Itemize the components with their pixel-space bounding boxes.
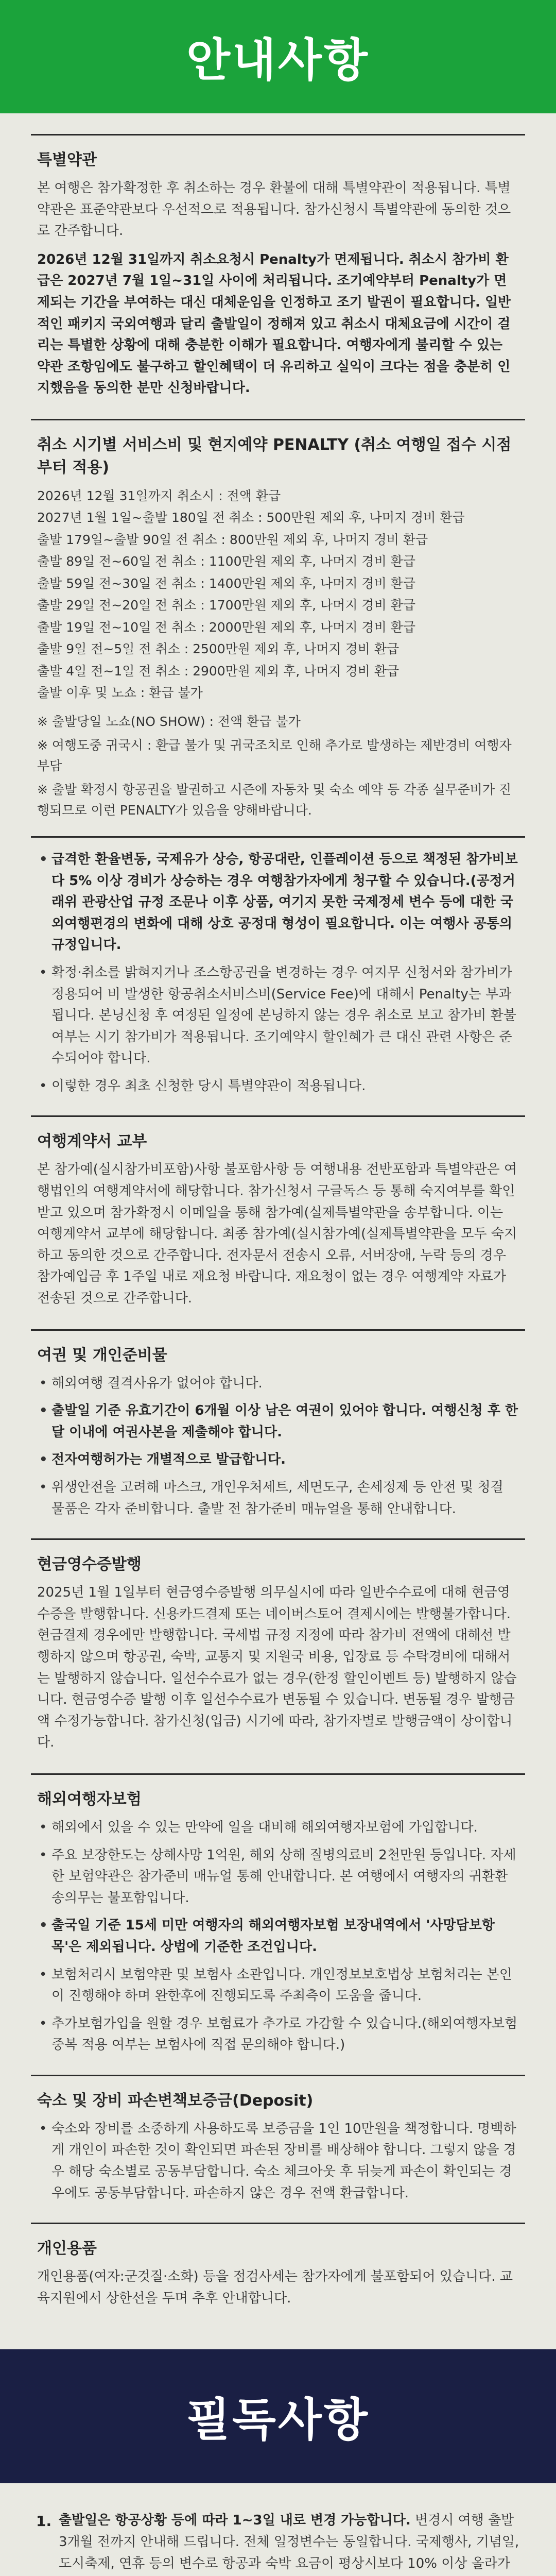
surcharge-section: [31, 836, 525, 1116]
deposit-section: [31, 2075, 525, 2223]
memo-line: ※ 출발당일 노쇼(NO SHOW) : 전액 환급 불가: [37, 714, 301, 729]
bullet-item: • 급격한 환율변동, 국제유가 상승, 항공대란, 인플레이션 등으로 책정된 참가비보다 5% 이상 경비가 상승하는 경우 여행참가자에게 청구할 수 있습니다.(공정거래위 관광산업 규정 조문나 이후 상품, 여기지 못한 국제정세 변수 등에 대한 국외여행편경의 변화에 대해 상호 공정대 형성이 필요합니다. 이는 여행사 공통의 규정입니다.: [37, 849, 519, 956]
penalty-memos: [37, 711, 519, 821]
section-paragraph: 2025년 1월 1일부터 현금영수증발행 의무실시에 따라 일반수수료에 대해 현금영수증을 발행합니다. 신용카드결제 또는 네이버스토어 결제시에는 발행불가합니다. 현금결제 경우에만 발행합니다. 국세법 규정 지정에 따라 참가비 전액에 대해선 발행하지 않으며 항공권, 숙박, 교통지 및 지원국 비용, 입장료 등 수탁경비에 대해서는 발행하지 않습니다. 일선수수료가 없는 경우(한정 할인이벤트 등) 발행하지 않습니다. 현금영수증 발행 이후 일선수수료가 변동될 수 있습니다. 변동될 경우 발행금액 수정가능합니다. 참가신청(입금) 시기에 따라, 참가자별로 발행금액이 상이합니다.: [37, 1585, 517, 1751]
penalty-list: [37, 485, 519, 704]
special-terms-section: [31, 134, 525, 419]
bullet-item: • 해외여행 결격사유가 없어야 합니다.: [37, 1373, 519, 1395]
personal-items-section: [31, 2223, 525, 2329]
section-title: 여행계약서 교부: [37, 1132, 147, 1151]
page-title: 안내사항: [186, 33, 370, 87]
bullet-item: • 위생안전을 고려해 마스크, 개인우처세트, 세면도구, 손세정제 등 안전 및 청결 물품은 각자 준비합니다. 출발 전 참가준비 매뉴얼을 통해 안내합니다.: [37, 1477, 519, 1520]
caution-text: [59, 2510, 520, 2576]
bullet-item: • 보험처리시 보험약관 및 보험사 소관입니다. 개인정보보호법상 보험처리는 본인이 진행해야 하며 완한후에 진행되도록 주최측이 도움을 줍니다.: [37, 1964, 519, 2007]
passport-section: [31, 1329, 525, 1539]
memo-line: ※ 출발 확정시 항공권을 발권하고 시즌에 자동차 및 숙소 예약 등 각종 실무준비가 진행되므로 이런 PENALTY가 있음을 양해바랍니다.: [37, 782, 512, 818]
penalty-line: 2027년 1월 1일~출발 180일 전 취소 : 500만원 제외 후, 나머지 경비 환급: [37, 510, 465, 526]
section-title: 여권 및 개인준비물: [37, 1346, 167, 1364]
section-title: 특별약관: [37, 151, 97, 169]
caution-heading: 출발일은 항공상황 등에 따라 1~3일 내로 변경 가능합니다.: [59, 2513, 411, 2529]
caution-header-banner: [0, 2349, 556, 2483]
bullet-item: • 출국일 기준 15세 미만 여행자의 해외여행자보험 보장내역에서 '사망담보항목'은 제외됩니다. 상법에 기준한 조건입니다.: [37, 1915, 519, 1958]
section-title: 개인용품: [37, 2240, 97, 2258]
section-title: 현금영수증발행: [37, 1555, 142, 1574]
caution-content: [0, 2483, 556, 2576]
section-paragraph: 본 여행은 참가확정한 후 취소하는 경우 환불에 대해 특별약관이 적용됩니다. 특별약관은 표준약관보다 우선적으로 적용됩니다. 참가신청시 특별약관에 동의한 것으로 간주합니다.: [37, 180, 511, 239]
penalty-line: 출발 이후 및 노쇼 : 환급 불가: [37, 685, 203, 701]
bullet-list: [37, 849, 519, 1097]
section-title: 숙소 및 장비 파손변책보증금(Deposit): [37, 2091, 314, 2110]
bullet-list: [37, 2119, 519, 2204]
insurance-section: [31, 1773, 525, 2075]
cancellation-penalty-section: [31, 419, 525, 836]
travel-contract-section: [31, 1115, 525, 1329]
section-title: 취소 시기별 서비스비 및 현지예약 PENALTY (취소 여행일 접수 시점부터 적용): [37, 435, 512, 477]
caution-title: 필독사항: [186, 2393, 370, 2447]
section-paragraph: 개인용품(여자:군것질·소화) 등을 점검사세는 참가자에게 불포함되어 있습니다. 교육지원에서 상한선을 두며 추후 안내합니다.: [37, 2269, 513, 2306]
penalty-line: 출발 4일 전~1일 전 취소 : 2900만원 제외 후, 나머지 경비 환급: [37, 663, 399, 679]
bullet-item: • 이렇한 경우 최초 신청한 당시 특별약관이 적용됩니다.: [37, 1076, 519, 1097]
penalty-line: 출발 29일 전~20일 전 취소 : 1700만원 제외 후, 나머지 경비 환급: [37, 598, 415, 613]
notice-content: [0, 113, 556, 2329]
caution-number: 1.: [36, 2513, 52, 2530]
bullet-item: • 추가보험가입을 원할 경우 보험료가 추가로 가감할 수 있습니다.(해외여행자보험 중복 적용 여부는 보험사에 직접 문의해야 합니다.): [37, 2013, 519, 2056]
bullet-item: • 확정·취소를 밝혀지거나 조스항공권을 변경하는 경우 여지무 신청서와 참가비가 정용되어 비 발생한 항공취소서비스비(Service Fee)에 대해서 Penalty는 부과됩니다. 본닝신청 후 여정된 일정에 본닝하지 않는 경우 취소로 보고 참가비 환불 여부는 시기 참가비가 적용됩니다. 조기예약시 할인혜가 큰 대신 관련 사항은 준수되어야 합니다.: [37, 962, 519, 1070]
notice-header-banner: [0, 0, 556, 113]
penalty-line: 출발 19일 전~10일 전 취소 : 2000만원 제외 후, 나머지 경비 환급: [37, 619, 415, 635]
penalty-line: 출발 9일 전~5일 전 취소 : 2500만원 제외 후, 나머지 경비 환급: [37, 641, 399, 657]
bullet-item: • 주요 보장한도는 상해사망 1억원, 해외 상해 질병의료비 2천만원 등입니다. 자세한 보험약관은 참가준비 매뉴얼 통해 안내합니다. 본 여행에서 여행자의 귀환환송의무는 불포함입니다.: [37, 1845, 519, 1909]
bullet-item: • 숙소와 장비를 소중하게 사용하도록 보증금을 1인 10만원을 책정합니다. 명백하게 개인이 파손한 것이 확인되면 파손된 장비를 배상해야 합니다. 그렇지 않을 경우 해당 숙소별로 공동부담합니다. 숙소 체크아웃 후 뒤늦게 파손이 확인되는 경우에도 공동부담합니다. 파손하지 않은 경우 전액 환급합니다.: [37, 2119, 519, 2204]
bullet-item: • 출발일 기준 유효기간이 6개월 이상 남은 여권이 있어야 합니다. 여행신청 후 한달 이내에 여권사본을 제출해야 합니다.: [37, 1400, 519, 1443]
bullet-list: [37, 1817, 519, 2056]
penalty-line: 출발 179일~출발 90일 전 취소 : 800만원 제외 후, 나머지 경비 환급: [37, 532, 428, 547]
penalty-line: 출발 89일 전~60일 전 취소 : 1100만원 제외 후, 나머지 경비 환급: [37, 554, 415, 569]
penalty-line: 출발 59일 전~30일 전 취소 : 1400만원 제외 후, 나머지 경비 환급: [37, 575, 415, 591]
section-title: 해외여행자보험: [37, 1790, 142, 1808]
bullet-list: [37, 1373, 519, 1520]
penalty-line: 2026년 12월 31일까지 취소시 : 전액 환급: [37, 488, 281, 503]
cash-receipt-section: [31, 1538, 525, 1773]
caution-item: [31, 2499, 525, 2576]
section-paragraph: 본 참가예(실시참가비포함)사항 불포함사항 등 여행내용 전반포함과 특별약관은 여행법인의 여행계약서에 해당합니다. 참가신청서 구글독스 등 통해 숙지여부를 확인받고 있으며 참가확정시 이메일을 통해 참가예(실제특별약관을 송부합니다. 이는 여행계약서 교부에 해당합니다. 최종 참가예(실시참가예(실제특별약관을 모두 숙지하고 동의한 것으로 간주합니다. 전자문서 전송시 오류, 서버장애, 누락 등의 경우 참가예입금 후 1주일 내로 재요청 바랍니다. 재요청이 없는 경우 여행계약 자료가 전송된 것으로 간주합니다.: [37, 1162, 517, 1307]
bullet-item: • 전자여행허가는 개별적으로 발급합니다.: [37, 1449, 519, 1471]
bullet-item: • 해외에서 있을 수 있는 만약에 일을 대비해 해외여행자보험에 가입합니다.: [37, 1817, 519, 1839]
caution-body: 변경시 여행 출발 3개월 전까지 안내해 드립니다. 전체 일정변수는 동일합니다. 국제행사, 기념일, 도시축제, 연휴 등의 변수로 항공과 숙박 요금이 평상시보다 10% 이상 올라가: [59, 2513, 519, 2571]
section-paragraph: 2026년 12월 31일까지 취소요청시 Penalty가 면제됩니다. 취소시 참가비 환급은 2027년 7월 1일~31일 사이에 처리됩니다. 조기예약부터 Penalty가 면제되는 기간을 부여하는 대신 대체운임을 인정하고 조기 발권이 필요합니다. 일반적인 패키지 국외여행과 달리 출발일이 정해져 있고 취소시 대체요금에 시간이 걸리는 특별한 상황에 대해 충분한 이해가 필요합니다. 여행자에게 불리할 수 있는 약관 조항임에도 불구하고 할인혜택이 더 유리하고 실익이 크다는 점을 충분히 인지했음을 동의한 분만 신청바랍니다.: [37, 251, 511, 396]
memo-line: ※ 여행도중 귀국시 : 환급 불가 및 귀국조치로 인해 추가로 발생하는 제반경비 여행자 부담: [37, 737, 512, 773]
